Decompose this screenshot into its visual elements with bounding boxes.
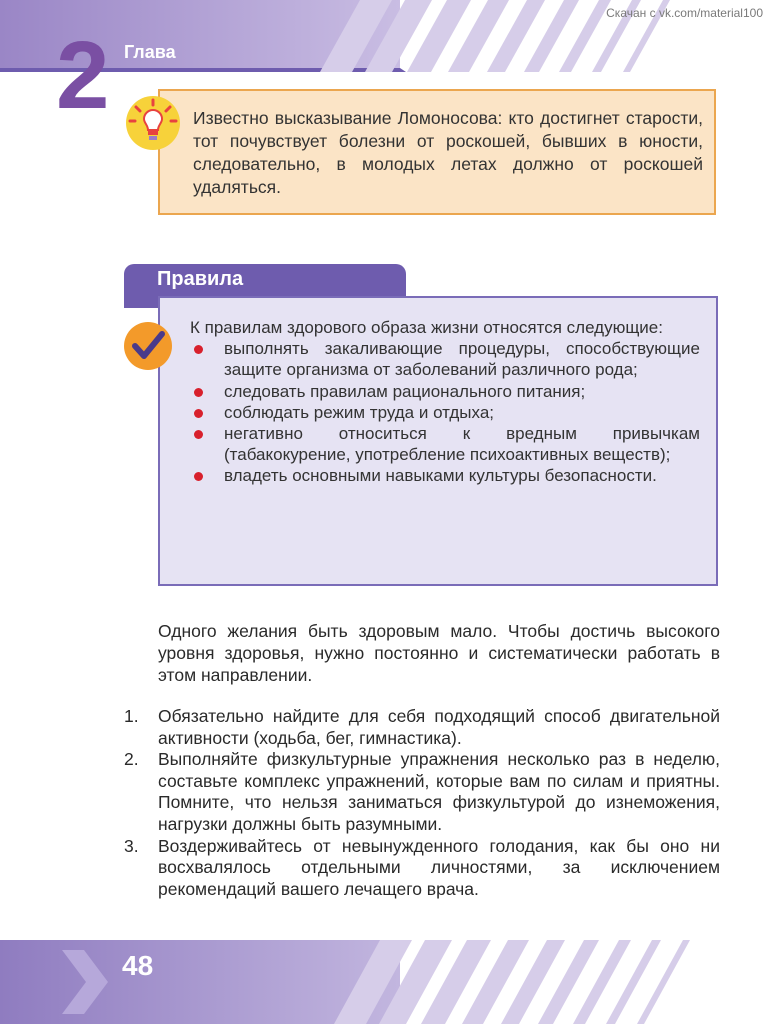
body-paragraph: Одного желания быть здоровым мало. Чтобы достичь высокого уровня здоровья, нужно постоянно и систематически работать в этом направлении. <box>158 621 720 685</box>
step-item <box>124 836 720 901</box>
step-number: 3. <box>124 835 139 856</box>
chapter-number: 2 <box>56 22 108 129</box>
step-text: Выполняйте физкультурные упражнения несколько раз в неделю, составьте комплекс упражнений, которые вам по силам и приятны. Помните, что нельзя заниматься физкультурой до изнеможения, нагрузки должны быть разумными. <box>158 749 720 834</box>
quote-text: Известно высказывание Ломоносова: кто достигнет старости, тот почувствует болезни от роскошей, бывших в юности, следовательно, в молодых летах должно от роскошей удаляться. <box>193 108 703 197</box>
step-number: 1. <box>124 706 139 726</box>
rule-item <box>190 338 700 380</box>
watermark-text: Скачан с vk.com/material100 <box>606 6 763 20</box>
bullet-icon <box>194 430 203 439</box>
rules-title: Правила <box>157 268 244 290</box>
rule-text: владеть основными навыками культуры безопасности. <box>224 466 657 486</box>
rule-item <box>190 402 700 423</box>
rule-item <box>190 423 700 465</box>
rule-text: соблюдать режим труда и отдыха; <box>224 402 495 422</box>
steps-list <box>124 706 720 900</box>
step-item <box>124 749 720 835</box>
rule-text: следовать правилам рационального питания; <box>224 381 586 401</box>
step-item <box>124 706 720 749</box>
step-text: Обязательно найдите для себя подходящий способ двигательной активности (ходьба, бег, гимнастика). <box>158 706 720 748</box>
step-text: Воздерживайтесь от невынужденного голодания, как бы оно ни восхвалялось отдельными личностями, за исключением рекомендаций вашего лечащего врача. <box>158 835 720 899</box>
footer-band <box>0 940 773 1024</box>
bullet-icon <box>194 472 203 481</box>
bullet-icon <box>194 409 203 418</box>
rules-intro: К правилам здорового образа жизни относятся следующие: <box>190 318 663 337</box>
step-number: 2. <box>124 749 139 770</box>
bullet-icon <box>194 345 203 354</box>
rule-item <box>190 381 700 402</box>
rule-text: негативно относиться к вредным привычкам (табакокурение, употребление психоактивных веществ); <box>224 424 700 465</box>
rule-text: выполнять закаливающие процедуры, способствующие защите организма от заболеваний различного рода; <box>224 339 700 380</box>
lightbulb-icon <box>124 94 182 152</box>
chapter-label: Глава <box>124 42 176 62</box>
rules-body <box>190 317 700 487</box>
rule-item <box>190 465 700 486</box>
page-number: 48 <box>122 950 154 981</box>
check-icon <box>122 320 174 372</box>
bullet-icon <box>194 388 203 397</box>
